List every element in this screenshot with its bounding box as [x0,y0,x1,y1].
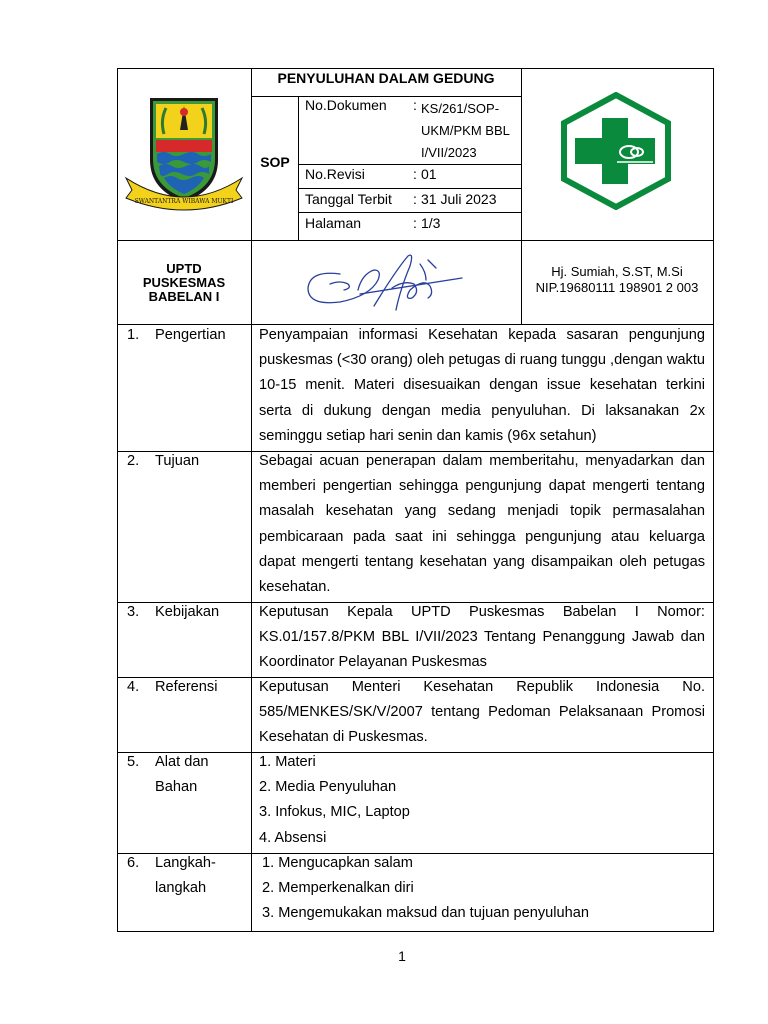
regency-emblem-icon [124,90,244,220]
section-label-line: Tujuan [155,453,200,469]
section-label-line: Alat dan [155,754,209,770]
field-value-halaman: 1/3 [421,215,441,231]
table-border-left [117,68,118,932]
field-label-tanggal-terbit: Tanggal Terbit [305,191,392,207]
field-label-halaman: Halaman [305,215,362,231]
field-label-no-revisi: No.Revisi [305,166,365,182]
list-item: 3. Mengemukakan maksud dan tujuan penyuluhan [262,905,589,922]
list-item: 2. Media Penyuluhan [259,779,397,796]
page-title: PENYULUHAN DALAM GEDUNG [277,70,495,86]
page-number: 1 [398,948,406,964]
list-item: 1. Mengucapkan salam [262,855,413,871]
signature-icon [300,250,470,318]
section-number: 3. [127,604,140,620]
signature [300,250,470,318]
org-name-line-1: UPTD [166,261,202,276]
section-label-tujuan [155,449,199,474]
field-value-no-dokumen [421,98,510,164]
sop-label: SOP [260,154,290,170]
section-label-alat-dan-bahan [155,750,209,800]
list-item: 4. Absensi [259,829,327,846]
table-border-header-bottom [117,240,713,241]
section-label-pengertian [155,323,226,348]
field-divider-1 [298,164,521,165]
list-item: 3. Infokus, MIC, Laptop [259,804,410,821]
section-label-line: langkah [155,880,207,897]
section-label-langkah [155,851,216,901]
signer-block [521,264,713,296]
field-value-tanggal-terbit: 31 Juli 2023 [421,191,497,207]
org-name-line-3: BABELAN I [148,289,220,304]
field-sep-halaman: : [413,215,417,231]
table-border-col1 [251,68,252,932]
no-dokumen-line-2: UKM/PKM BBL [421,123,510,138]
regency-logo [124,90,244,220]
section-label-line: Bahan [155,779,198,796]
list-item: 1. Materi [259,754,316,770]
field-label-no-dokumen: No.Dokumen [305,97,387,113]
section-number: 5. [127,754,140,770]
section-label-line: Kebijakan [155,604,220,620]
table-border-bottom [117,931,713,932]
section-label-kebijakan [155,600,219,625]
sop-divider [298,96,299,240]
no-dokumen-line-3: I/VII/2023 [421,145,477,160]
field-divider-2 [298,188,521,189]
section-label-referensi [155,675,217,700]
section-number: 6. [127,855,140,871]
section-label-line: Referensi [155,679,218,695]
org-name [117,262,251,304]
logo-motto: SWANTANTRA WIBAWA MUKTI [134,198,234,205]
field-divider-3 [298,212,521,213]
org-name-line-2: PUSKESMAS [142,275,226,290]
signer-name: Hj. Sumiah, S.ST, M.Si [551,264,683,279]
section-text-pengertian: Penyampaian informasi Kesehatan kepada sasaran pengunjung puskesmas (<30 orang) oleh petugas di ruang tunggu ,dengan waktu 10-15 menit. Materi disesuaikan dengan issue kesehatan terkini serta di dukung dengan media penyuluhan. Di laksanakan 2x seminggu setiap hari senin dan kamis (96x setahun) [259,327,705,444]
alat-bahan-list [259,750,705,851]
field-sep-no-revisi: : [413,166,417,182]
section-text-tujuan: Sebagai acuan penerapan dalam memberitahu, menyadarkan dan memberi pengertian sehingga pengunjung dapat mengerti tentang masalah kesehatan yang sedang menjadi topik permasalahan pembicaraan pada saat ini sehingga pengunjung atau keluarga dapat mengerti tentang kesehatan yang disampaikan oleh petugas kesehatan. [259,453,705,596]
no-dokumen-line-1: KS/261/SOP- [421,101,500,116]
langkah-list [262,851,708,927]
section-text-referensi: Keputusan Menteri Kesehatan Republik Indonesia No. 585/MENKES/SK/V/2007 tentang Pedoman Pelaksanaan Promosi Kesehatan di Puskesmas. [259,679,705,746]
table-border-right [713,68,714,932]
health-cross-icon [557,92,675,210]
field-value-no-revisi: 01 [421,166,437,182]
section-label-line: Pengertian [155,327,226,343]
section-number: 4. [127,679,140,695]
section-label-line: Langkah- [155,855,216,871]
section-number: 2. [127,453,140,469]
field-sep-no-dokumen: : [413,97,417,113]
section-text-kebijakan: Keputusan Kepala UPTD Puskesmas Babelan I Nomor: KS.01/157.8/PKM BBL I/VII/2023 Tentang Penanggung Jawab dan Koordinator Pelayanan Puskesmas [259,604,705,671]
puskesmas-logo [557,92,675,210]
list-item: 2. Memperkenalkan diri [262,880,414,897]
field-sep-tanggal-terbit: : [413,191,417,207]
section-number: 1. [127,327,140,343]
signer-nip: NIP.19680111 198901 2 003 [535,280,699,295]
